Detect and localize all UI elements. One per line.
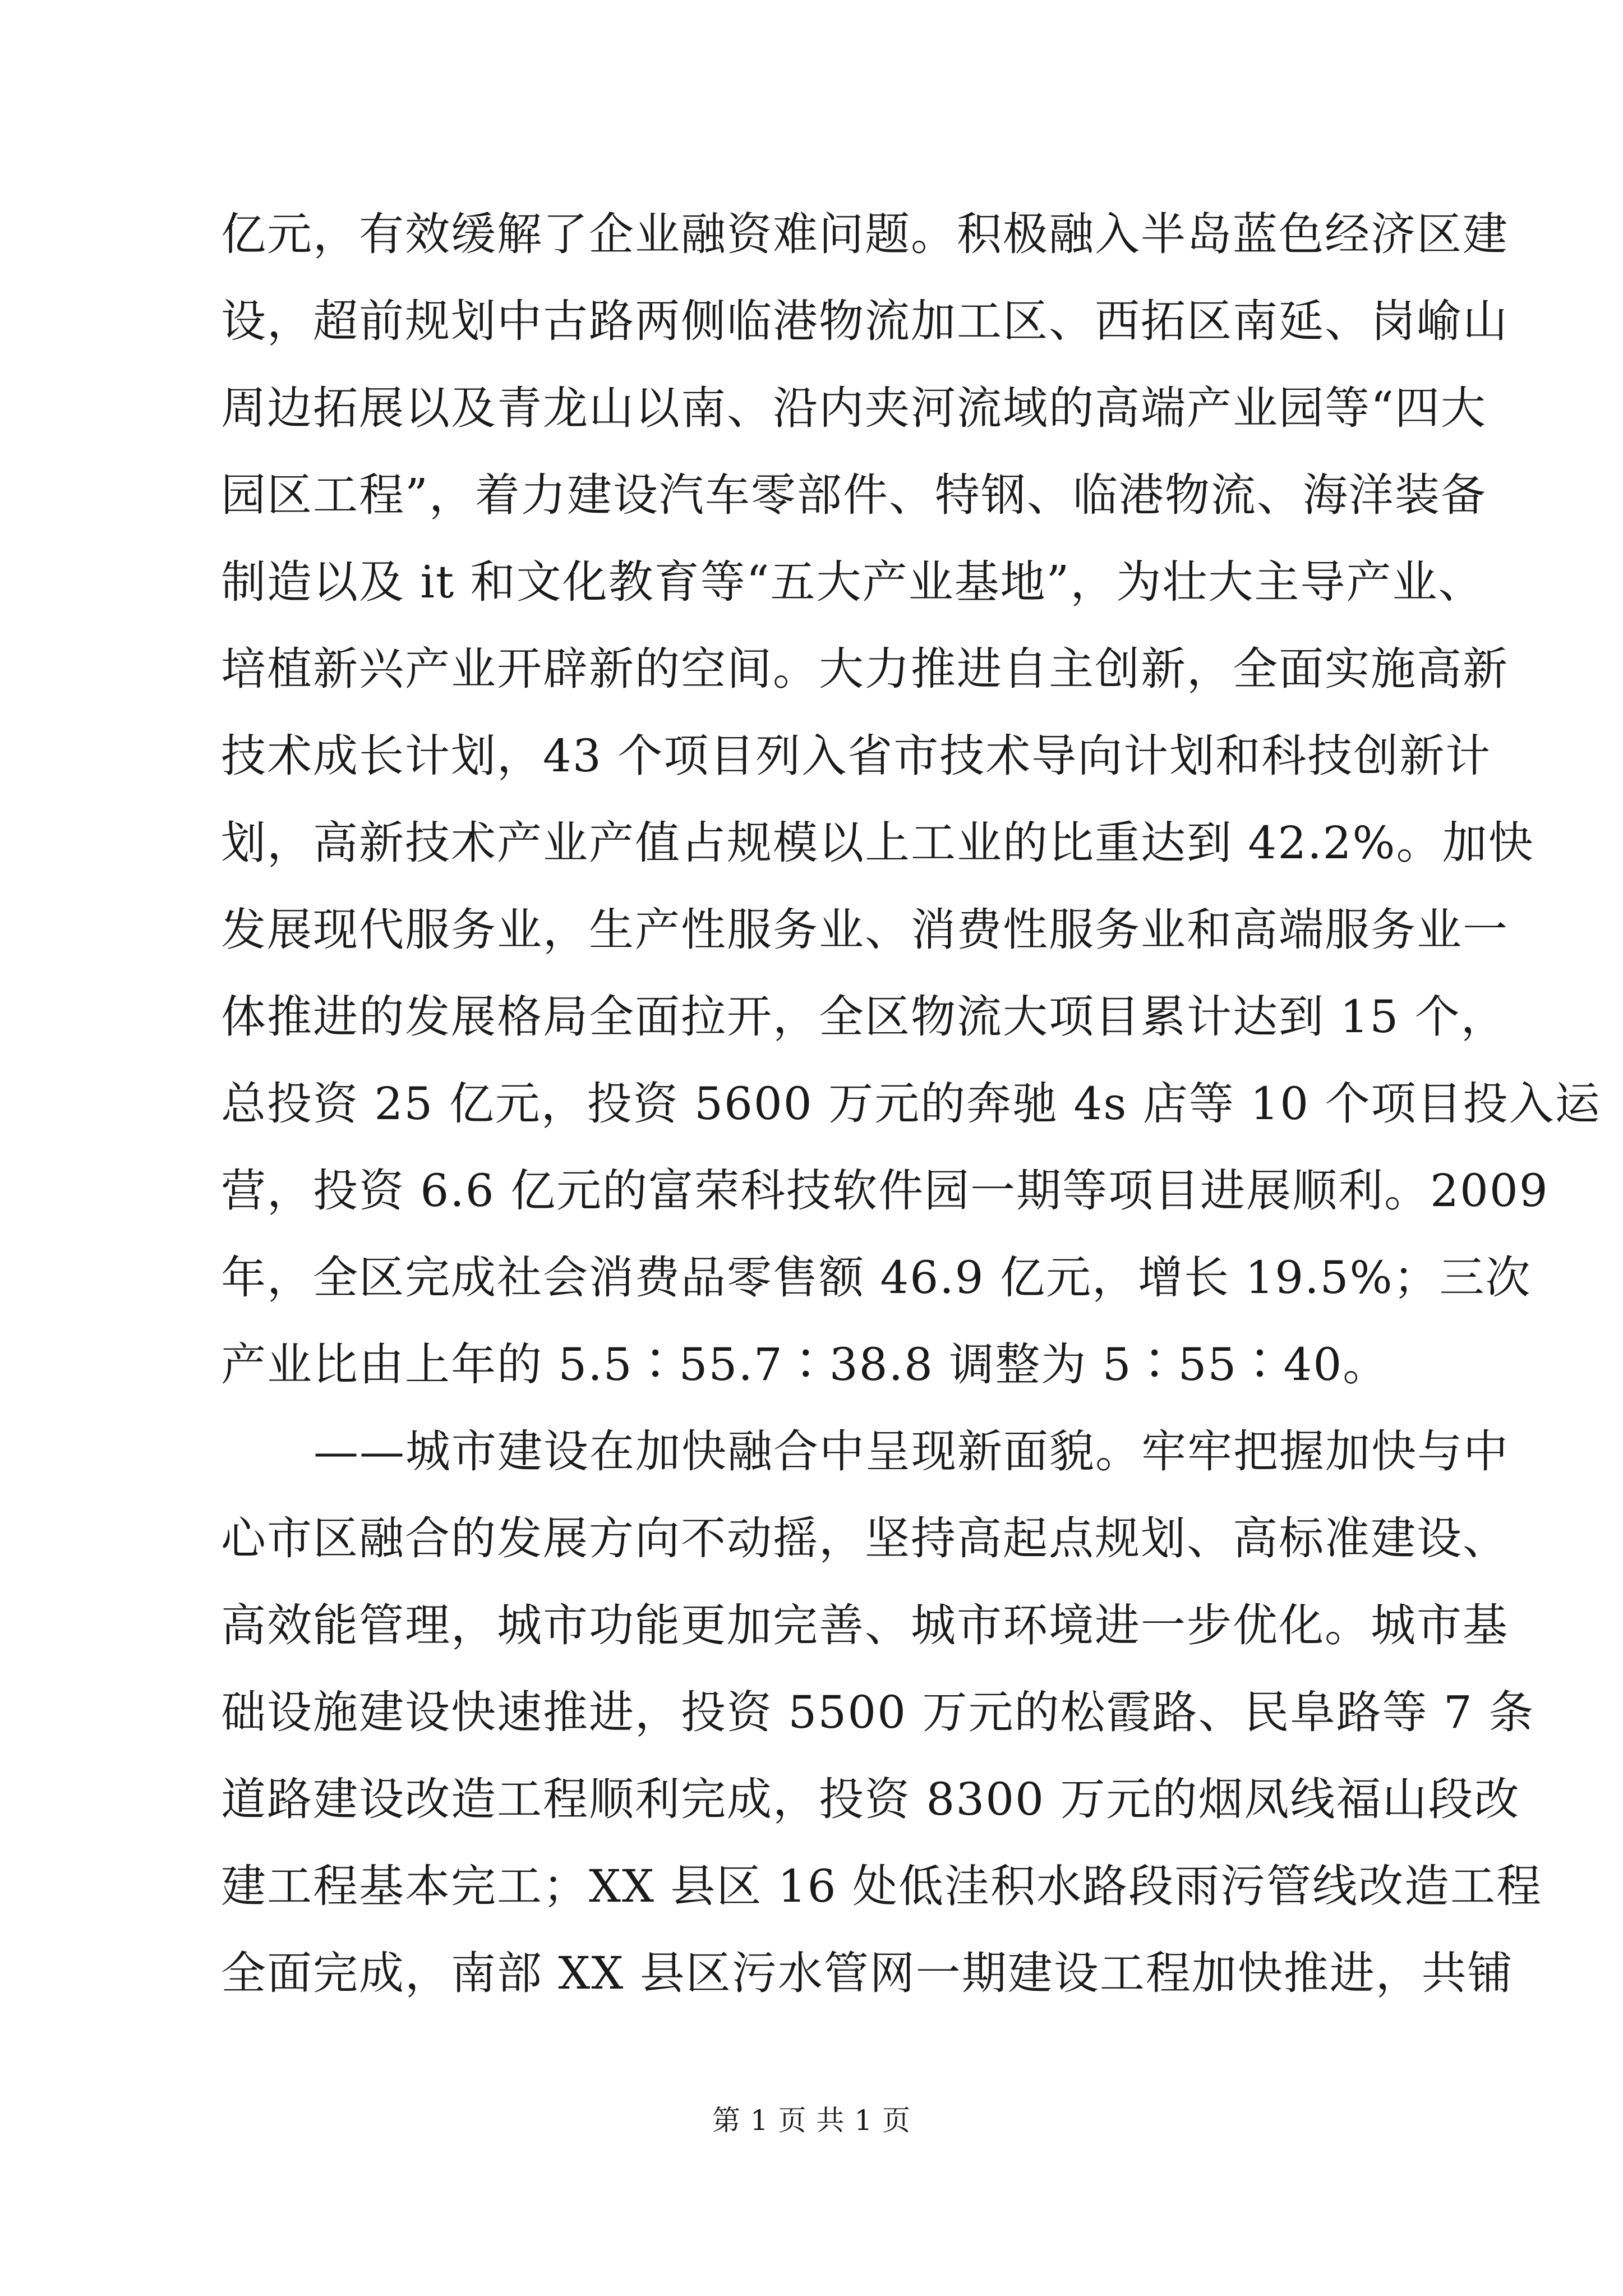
page-footer xyxy=(0,2101,1623,2140)
text-line: 划，高新技术产业产值占规模以上工业的比重达到 42.2%。加快 xyxy=(221,817,1534,869)
text-line: 制造以及 it 和文化教育等“五大产业基地”，为壮大主导产业、 xyxy=(221,556,1484,608)
text-line: 营，投资 6.6 亿元的富荣科技软件园一期等项目进展顺利。2009 xyxy=(221,1165,1549,1217)
text-line: 建工程基本完工；XX 县区 16 处低洼积水路段雨污管线改造工程 xyxy=(221,1860,1542,1912)
text-line: 道路建设改造工程顺利完成，投资 8300 万元的烟凤线福山段改 xyxy=(221,1773,1520,1825)
text-line: 技术成长计划，43 个项目列入省市技术导向计划和科技创新计 xyxy=(221,730,1492,782)
text-line: 心市区融合的发展方向不动摇，坚持高起点规划、高标准建设、 xyxy=(221,1512,1509,1565)
paragraph-end-line: 产业比由上年的 5.5∶55.7∶38.8 调整为 5∶55∶40。 xyxy=(221,1338,1389,1391)
text-line: 总投资 25 亿元，投资 5600 万元的奔驰 4s 店等 10 个项目投入运 xyxy=(221,1078,1601,1130)
text-line: 础设施建设快速推进，投资 5500 万元的松霞路、民阜路等 7 条 xyxy=(221,1686,1535,1738)
document-body xyxy=(221,191,1601,2017)
paragraph-start-line: ——城市建设在加快融合中呈现新面貌。牢牢把握加快与中 xyxy=(313,1425,1509,1478)
text-line: 全面完成，南部 XX 县区污水管网一期建设工程加快推进，共铺 xyxy=(221,1947,1514,1999)
text-line: 培植新兴产业开辟新的空间。大力推进自主创新，全面实施高新 xyxy=(221,643,1509,695)
page-number-label: 第 1 页 共 1 页 xyxy=(712,2104,911,2137)
text-line: 设，超前规划中古路两侧临港物流加工区、西拓区南延、岗崳山 xyxy=(221,295,1509,347)
text-line: 年，全区完成社会消费品零售额 46.9 亿元，增长 19.5%；三次 xyxy=(221,1251,1532,1304)
text-line: 亿元，有效缓解了企业融资难问题。积极融入半岛蓝色经济区建 xyxy=(221,208,1509,260)
text-line: 周边拓展以及青龙山以南、沿内夹河流域的高端产业园等“四大 xyxy=(221,382,1487,434)
text-line: 发展现代服务业，生产性服务业、消费性服务业和高端服务业一 xyxy=(221,904,1509,956)
text-line: 园区工程”，着力建设汽车零部件、特钢、临港物流、海洋装备 xyxy=(221,469,1487,521)
text-line: 高效能管理，城市功能更加完善、城市环境进一步优化。城市基 xyxy=(221,1599,1509,1651)
text-line: 体推进的发展格局全面拉开，全区物流大项目累计达到 15 个， xyxy=(221,991,1507,1043)
